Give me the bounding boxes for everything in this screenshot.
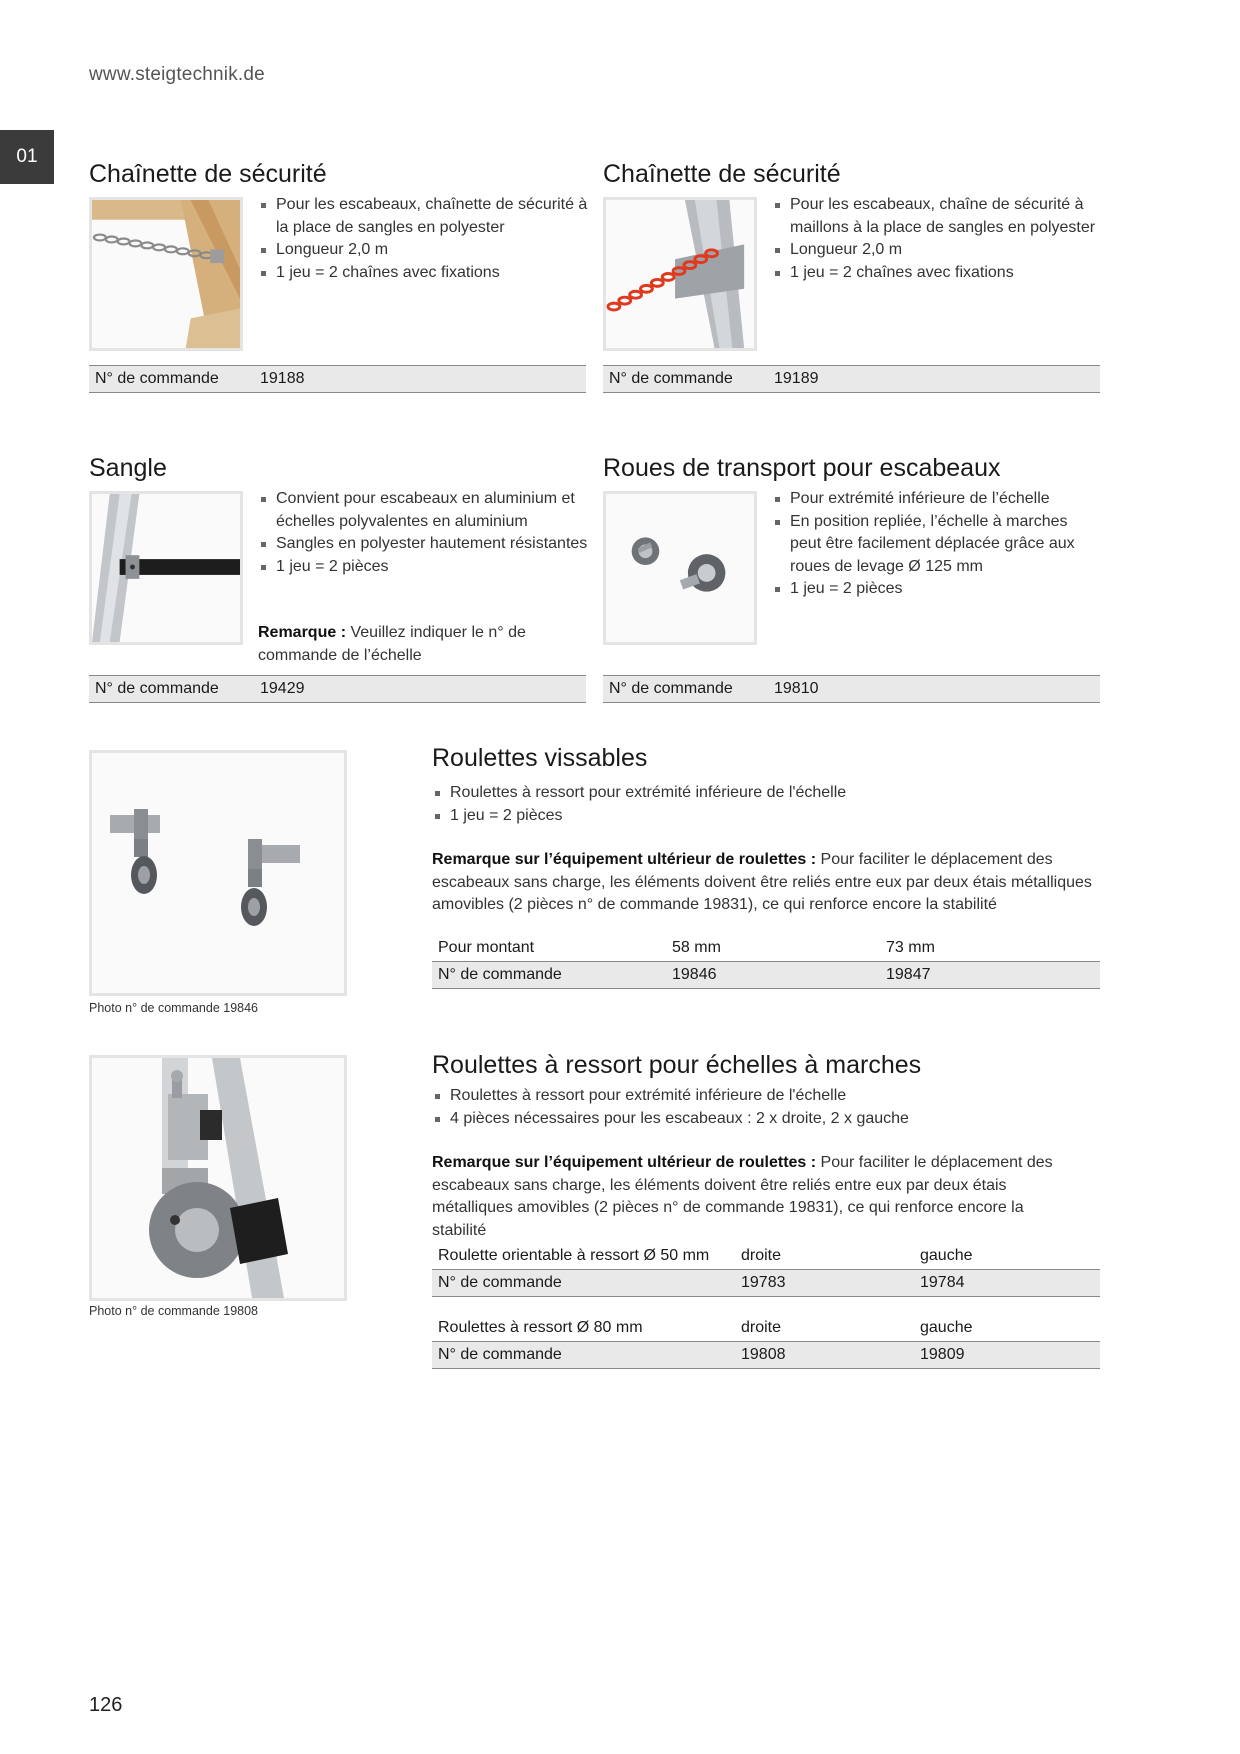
product-title: Roulettes à ressort pour échelles à marches: [432, 1051, 922, 1079]
order-label: N° de commande: [609, 370, 733, 387]
order-number-row: [432, 1270, 1100, 1297]
order-label: N° de commande: [95, 680, 219, 697]
order-number: 19846: [672, 966, 717, 983]
product-photo-strap: [89, 491, 243, 645]
feature-item: 1 jeu = 2 pièces: [432, 805, 1102, 828]
spring-caster-image: [92, 1058, 344, 1298]
feature-item: Pour extrémité inférieure de l’échelle: [772, 488, 1102, 511]
feature-item: Sangles en polyester hautement résistantes: [258, 533, 598, 556]
feature-list: [258, 488, 598, 578]
product-title: Chaînette de sécurité: [603, 160, 841, 188]
order-number: 19809: [920, 1346, 965, 1363]
remark-text: Pour faciliter le déplacement des escabeaux sans charge, les éléments doivent être reliés entre eux par deux étais métalliques amovibles (2 pièces n° de commande 19831), ce qui renforce encore la stabilité: [432, 851, 1092, 913]
order-number: 19810: [774, 680, 819, 697]
product-screw-casters: [432, 744, 647, 773]
order-number: 19808: [741, 1346, 786, 1363]
spec-value: gauche: [920, 1247, 973, 1264]
spec-table-50mm: [432, 1243, 1100, 1297]
remark-text: Pour faciliter le déplacement des escabeaux sans charge, les éléments doivent être reliés entre eux par deux étais métalliques amovibles (2 pièces n° de commande 19831), ce qui renforce encore la stabilité: [432, 1154, 1053, 1239]
order-label: N° de commande: [438, 966, 562, 983]
feature-list: [772, 488, 1102, 601]
screw-casters-image: [92, 753, 344, 993]
feature-item: Roulettes à ressort pour extrémité inférieure de l'échelle: [432, 782, 1102, 805]
product-transport-wheels: [603, 454, 1000, 483]
order-number: 19847: [886, 966, 931, 983]
order-label: N° de commande: [438, 1346, 562, 1363]
product-chain-19189: [603, 160, 841, 189]
remark-text: Veuillez indiquer le n° de commande de l’échelle: [258, 624, 526, 664]
product-title: Roulettes vissables: [432, 744, 648, 772]
wooden-ladder-chain-image: [92, 200, 240, 348]
photo-caption: Photo n° de commande 19846: [89, 1001, 259, 1015]
spec-label: Roulettes à ressort Ø 80 mm: [438, 1319, 643, 1336]
remark: [432, 849, 1104, 917]
order-number-row: [603, 365, 1100, 393]
feature-list: [432, 1085, 1102, 1130]
feature-item: Longueur 2,0 m: [258, 239, 598, 262]
remark: [432, 1152, 1058, 1242]
order-number: 19784: [920, 1274, 965, 1291]
order-label: N° de commande: [95, 370, 219, 387]
order-number: 19429: [260, 680, 305, 697]
order-label: N° de commande: [438, 1274, 562, 1291]
spec-label: Pour montant: [438, 939, 535, 956]
order-number-row: [432, 962, 1100, 989]
remark-label: Remarque :: [258, 624, 347, 641]
spec-value: 58 mm: [672, 939, 721, 956]
feature-item: 1 jeu = 2 pièces: [258, 556, 598, 579]
order-number-row: [603, 675, 1100, 703]
remark: [258, 622, 558, 667]
spec-table: [432, 935, 1100, 989]
site-url: www.steigtechnik.de: [89, 64, 265, 85]
order-label: N° de commande: [609, 680, 733, 697]
feature-list: [432, 782, 1102, 827]
spec-header-row: [432, 935, 1100, 962]
product-title: Roues de transport pour escabeaux: [603, 454, 1001, 482]
product-photo-chain-red: [603, 197, 757, 351]
spec-label: Roulette orientable à ressort Ø 50 mm: [438, 1247, 710, 1264]
product-photo-spring-casters: [89, 1055, 347, 1301]
feature-item: 4 pièces nécessaires pour les escabeaux : 2 x droite, 2 x gauche: [432, 1108, 1102, 1131]
feature-item: Convient pour escabeaux en aluminium et échelles polyvalentes en aluminium: [258, 488, 598, 533]
feature-item: Pour les escabeaux, chaîne de sécurité à maillons à la place de sangles en polyester: [772, 194, 1102, 239]
feature-item: 1 jeu = 2 chaînes avec fixations: [772, 262, 1102, 285]
product-photo-chain-wood: [89, 197, 243, 351]
product-title: Chaînette de sécurité: [89, 160, 327, 188]
feature-item: Pour les escabeaux, chaînette de sécurité à la place de sangles en polyester: [258, 194, 598, 239]
order-number: 19188: [260, 370, 305, 387]
remark-label: Remarque sur l’équipement ultérieur de roulettes :: [432, 1154, 817, 1171]
spec-value: droite: [741, 1319, 782, 1336]
product-photo-transport-wheels: [603, 491, 757, 645]
feature-item: Roulettes à ressort pour extrémité inférieure de l'échelle: [432, 1085, 1102, 1108]
remark-label: Remarque sur l’équipement ultérieur de roulettes :: [432, 851, 817, 868]
order-number-row: [89, 675, 586, 703]
order-number: 19783: [741, 1274, 786, 1291]
strap-ladder-image: [92, 494, 240, 642]
photo-caption: Photo n° de commande 19808: [89, 1304, 259, 1318]
order-number-row: [89, 365, 586, 393]
spec-table-80mm: [432, 1315, 1100, 1369]
page-number: 126: [89, 1694, 123, 1716]
feature-item: Longueur 2,0 m: [772, 239, 1102, 262]
order-number: 19189: [774, 370, 819, 387]
spec-value: 73 mm: [886, 939, 935, 956]
transport-wheels-image: [606, 494, 754, 642]
feature-list: [258, 194, 598, 284]
spec-header-row: [432, 1315, 1100, 1342]
aluminium-ladder-red-chain-image: [606, 200, 754, 348]
spec-value: gauche: [920, 1319, 973, 1336]
spec-header-row: [432, 1243, 1100, 1270]
spec-value: droite: [741, 1247, 782, 1264]
feature-item: 1 jeu = 2 pièces: [772, 578, 1102, 601]
chapter-tab: 01: [0, 130, 54, 184]
product-strap: [89, 454, 167, 483]
product-title: Sangle: [89, 454, 167, 482]
product-chain-19188: [89, 160, 327, 189]
order-number-row: [432, 1342, 1100, 1369]
feature-list: [772, 194, 1102, 284]
product-spring-casters: [432, 1051, 921, 1080]
feature-item: En position repliée, l’échelle à marches peut être facilement déplacée grâce aux roues de levage Ø 125 mm: [772, 511, 1102, 579]
feature-item: 1 jeu = 2 chaînes avec fixations: [258, 262, 598, 285]
product-photo-screw-casters: [89, 750, 347, 996]
